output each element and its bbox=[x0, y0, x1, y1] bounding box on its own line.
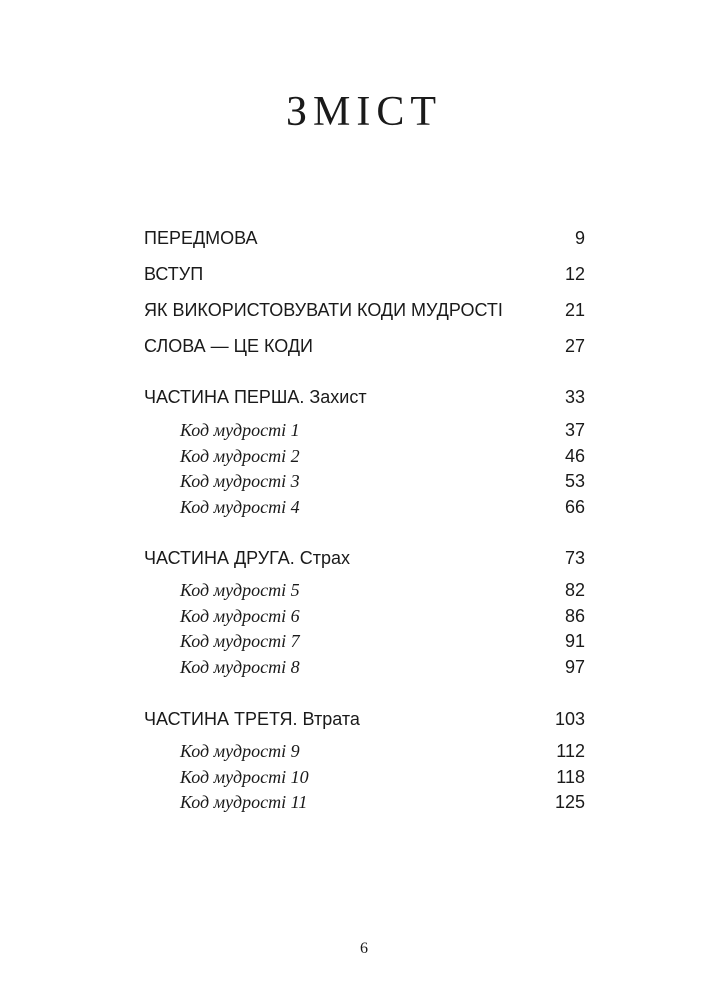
toc-code-label: Код мудрості 3 bbox=[180, 471, 300, 491]
toc-code-label: Код мудрості 6 bbox=[180, 606, 300, 626]
toc-part-page: 103 bbox=[554, 709, 585, 729]
toc-entry-label: ВСТУП bbox=[144, 264, 204, 284]
toc-entry-how-to-use bbox=[144, 300, 585, 321]
toc-code-page: 97 bbox=[564, 657, 585, 677]
page-number: 6 bbox=[360, 940, 368, 957]
toc-code-entry bbox=[144, 580, 585, 601]
toc-entry-label: ПЕРЕДМОВА bbox=[144, 228, 258, 248]
toc-entry-introduction bbox=[144, 264, 585, 285]
toc-entry-foreword bbox=[144, 228, 585, 249]
toc-code-page: 82 bbox=[564, 580, 585, 600]
toc-code-entry bbox=[144, 420, 585, 441]
toc-code-label: Код мудрості 10 bbox=[180, 767, 309, 787]
toc-code-label: Код мудрості 7 bbox=[180, 631, 300, 651]
toc-code-entry bbox=[144, 497, 585, 518]
toc-code-page: 86 bbox=[564, 606, 585, 626]
toc-code-page: 112 bbox=[556, 741, 585, 761]
toc-code-entry bbox=[144, 792, 585, 813]
toc-code-label: Код мудрості 1 bbox=[180, 420, 300, 440]
toc-code-page: 91 bbox=[564, 631, 585, 651]
toc-code-label: Код мудрості 11 bbox=[180, 792, 308, 812]
toc-part-3 bbox=[144, 709, 585, 730]
toc-entry-label: СЛОВА — ЦЕ КОДИ bbox=[144, 336, 313, 356]
toc-code-page: 118 bbox=[556, 767, 585, 787]
toc-part-label: ЧАСТИНА ПЕРША. Захист bbox=[144, 387, 367, 407]
toc-part-page: 73 bbox=[564, 548, 585, 568]
toc-part-1 bbox=[144, 387, 585, 408]
toc-code-label: Код мудрості 2 bbox=[180, 446, 300, 466]
toc-code-label: Код мудрості 8 bbox=[180, 657, 300, 677]
toc-code-label: Код мудрості 9 bbox=[180, 741, 300, 761]
toc-part-label: ЧАСТИНА ДРУГА. Страх bbox=[144, 548, 350, 568]
toc-code-page: 66 bbox=[564, 497, 585, 517]
toc-code-entry bbox=[144, 606, 585, 627]
toc-entry-page: 9 bbox=[574, 228, 585, 248]
page-title: ЗМІСТ bbox=[285, 89, 443, 135]
toc-code-entry bbox=[144, 631, 585, 652]
toc-code-page: 37 bbox=[564, 420, 585, 440]
toc-code-page: 125 bbox=[554, 792, 585, 812]
toc-entry-page: 27 bbox=[564, 336, 585, 356]
toc-part-label: ЧАСТИНА ТРЕТЯ. Втрата bbox=[144, 709, 360, 729]
toc-code-entry bbox=[144, 767, 585, 788]
toc-code-entry bbox=[144, 446, 585, 467]
toc-code-page: 46 bbox=[564, 446, 585, 466]
toc-code-page: 53 bbox=[564, 471, 585, 491]
toc-entry-page: 12 bbox=[564, 264, 585, 284]
toc-part-page: 33 bbox=[564, 387, 585, 407]
toc-code-entry bbox=[144, 657, 585, 678]
toc-code-label: Код мудрості 5 bbox=[180, 580, 300, 600]
toc-code-label: Код мудрості 4 bbox=[180, 497, 300, 517]
toc-entry-page: 21 bbox=[564, 300, 585, 320]
toc-part-2 bbox=[144, 548, 585, 569]
toc-code-entry bbox=[144, 741, 585, 762]
toc-entry-label: ЯК ВИКОРИСТОВУВАТИ КОДИ МУДРОСТІ bbox=[144, 300, 503, 320]
toc-code-entry bbox=[144, 471, 585, 492]
toc-entry-words-are-codes bbox=[144, 336, 585, 357]
